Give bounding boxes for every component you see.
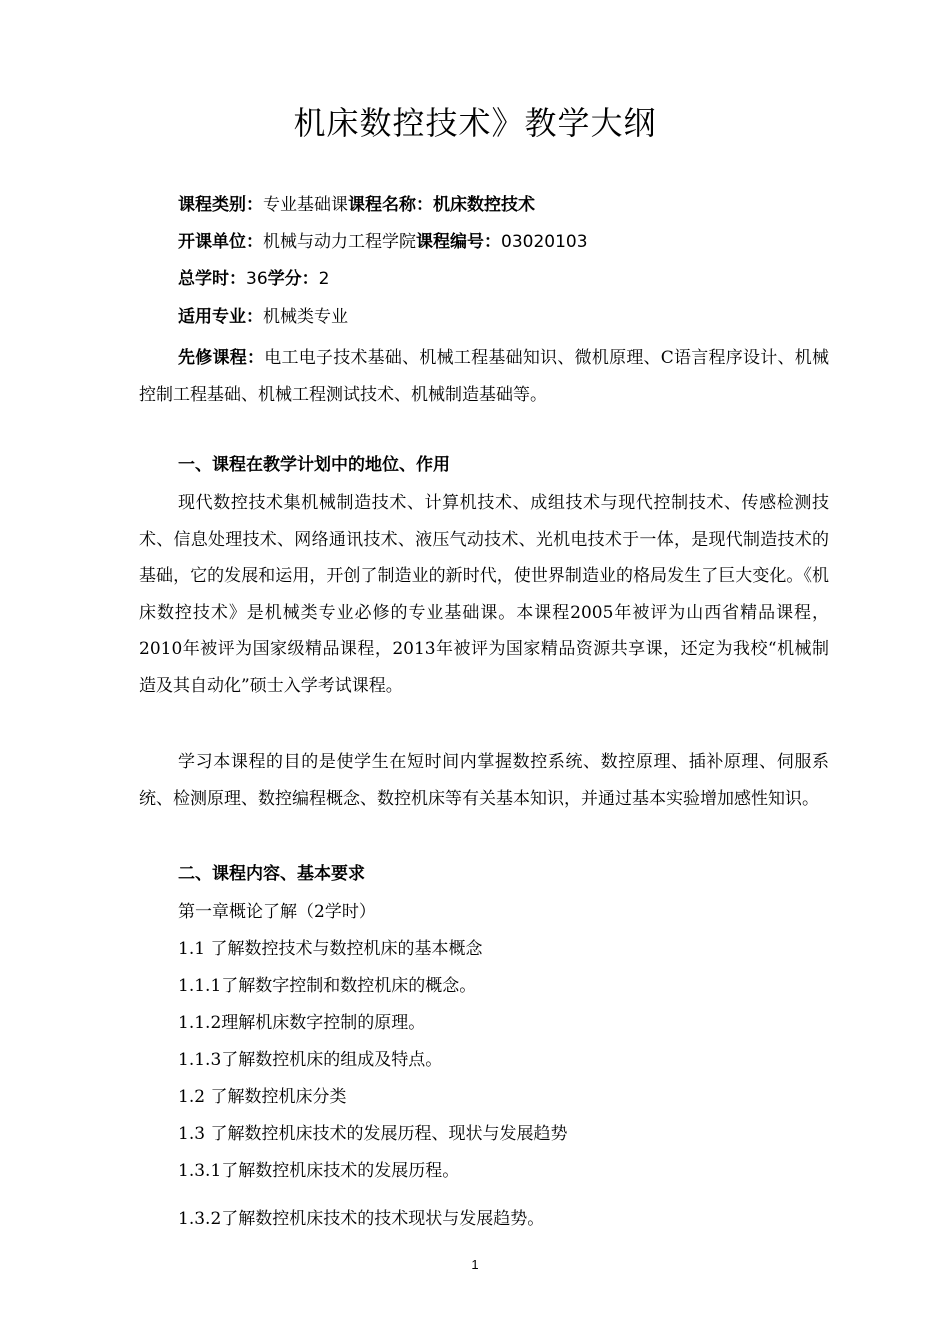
info-unit-line [178,229,588,255]
unit-label: 开课单位： [178,232,263,252]
course-name-label: 课程名称： [348,195,433,215]
unit-value: 机械与动力工程学院 [263,232,416,252]
content-line: 1.3 了解数控机床技术的发展历程、现状与发展趋势 [178,1124,568,1144]
course-code-label: 课程编号： [416,232,501,252]
hours-value: 36 [246,269,268,289]
prerequisites-value: 电工电子技术基础、机械工程基础知识、微机原理、C语言程序设计、机械控制工程基础、机械工程测试技术、机械制造基础等。 [139,348,829,405]
content-line: 1.2 了解数控机床分类 [178,1087,347,1107]
content-line: 1.3.1了解数控机床技术的发展历程。 [178,1161,460,1181]
major-value: 机械类专业 [263,307,348,327]
prerequisites-label: 先修课程： [178,348,265,368]
section2-heading: 二、课程内容、基本要求 [178,864,365,884]
section1-paragraph-1 [139,485,829,704]
content-line: 1.1 了解数控技术与数控机床的基本概念 [178,939,483,959]
category-label: 课程类别： [178,195,263,215]
content-line: 1.1.1了解数字控制和数控机床的概念。 [178,976,477,996]
major-label: 适用专业： [178,307,263,327]
info-major-line [178,304,348,330]
section1-paragraph-1-text: 现代数控技术集机械制造技术、计算机技术、成组技术与现代控制技术、传感检测技术、信息处理技术、网络通讯技术、液压气动技术、光机电技术于一体，是现代制造技术的基础，它的发展和运用，开创了制造业的新时代，使世界制造业的格局发生了巨大变化。《机床数控技术》是机械类专业必修的专业基础课。本课程2005年被评为山西省精品课程，2010年被评为国家级精品课程，2013年被评为国家精品资源共享课，还定为我校“机械制造及其自动化”硕士入学考试课程。 [139,493,829,696]
section1-paragraph-2 [139,744,829,817]
course-code-value: 03020103 [501,232,588,252]
prerequisites-paragraph [139,340,829,413]
category-value: 专业基础课 [263,195,348,215]
content-line: 1.3.2了解数控机床技术的技术现状与发展趋势。 [178,1209,545,1229]
credits-value: 2 [318,269,330,289]
section1-heading: 一、课程在教学计划中的地位、作用 [178,455,450,475]
content-line: 第一章概论了解（2学时） [178,902,376,922]
hours-label: 总学时： [178,269,246,289]
section1-paragraph-2-text: 学习本课程的目的是使学生在短时间内掌握数控系统、数控原理、插补原理、伺服系统、检测原理、数控编程概念、数控机床等有关基本知识，并通过基本实验增加感性知识。 [139,752,829,809]
credits-label: 学分： [267,269,319,289]
content-line: 1.1.3了解数控机床的组成及特点。 [178,1050,443,1070]
info-hours-line [178,266,329,292]
info-category-line [178,192,535,218]
document-title: 机床数控技术》教学大纲 [293,104,657,142]
content-line: 1.1.2理解机床数字控制的原理。 [178,1013,426,1033]
page-number: 1 [471,1257,479,1272]
course-name-value: 机床数控技术 [433,195,535,215]
